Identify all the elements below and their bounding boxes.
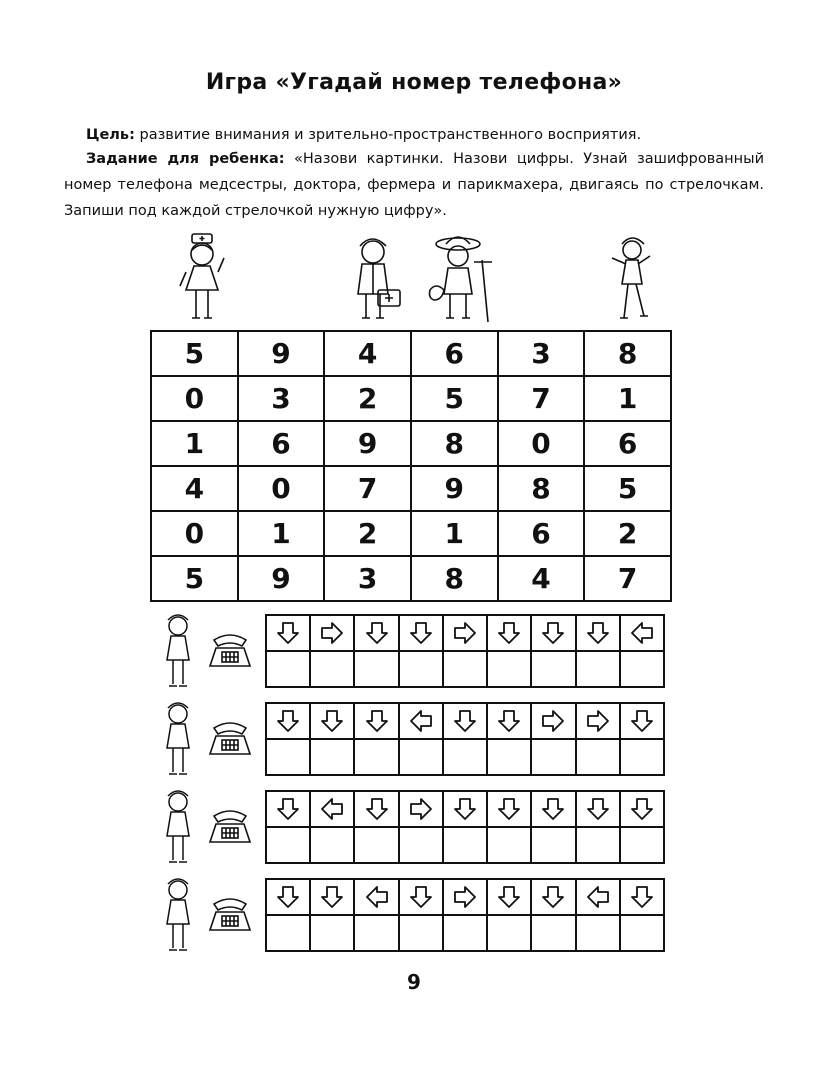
answer-cell[interactable]: [620, 915, 664, 951]
answer-cell[interactable]: [531, 651, 575, 687]
grid-row: [151, 331, 671, 376]
arrow-cell: [443, 615, 487, 651]
arrow-down-icon: [496, 621, 522, 645]
grid-cell: 6: [498, 511, 585, 556]
task-label: Задание для ребенка:: [86, 151, 285, 167]
answer-cell[interactable]: [443, 827, 487, 863]
telephone-icon: [206, 806, 254, 850]
answer-cell[interactable]: [354, 915, 398, 951]
grid-cell: 2: [324, 511, 411, 556]
answer-cell[interactable]: [354, 739, 398, 775]
arrow-cell: [266, 615, 310, 651]
arrow-right-icon: [408, 797, 434, 821]
telephone-icon: [206, 630, 254, 674]
arrow-down-icon: [496, 885, 522, 909]
goal-text: развитие внимания и зрительно-пространственного восприятия.: [139, 127, 642, 143]
arrow-left-icon: [408, 709, 434, 733]
arrow-down-icon: [364, 797, 390, 821]
grid-row: [151, 421, 671, 466]
arrow-down-icon: [319, 709, 345, 733]
arrow-right-icon: [540, 709, 566, 733]
grid-row: [151, 556, 671, 601]
arrow-cell: [620, 791, 664, 827]
grid-cell: 7: [584, 556, 671, 601]
grid-cell: 1: [411, 511, 498, 556]
grid-cell: 2: [324, 376, 411, 421]
answer-row: [266, 915, 664, 951]
arrow-down-icon: [629, 709, 655, 733]
grid-cell: 6: [584, 421, 671, 466]
arrow-cell: [354, 615, 398, 651]
arrow-cell: [487, 879, 531, 915]
arrow-row: [266, 703, 664, 739]
arrow-cell: [487, 791, 531, 827]
arrow-down-icon: [275, 709, 301, 733]
arrow-cell: [531, 791, 575, 827]
arrow-cell: [354, 791, 398, 827]
answer-cell[interactable]: [576, 739, 620, 775]
answer-cell[interactable]: [310, 739, 354, 775]
arrow-right-icon: [452, 885, 478, 909]
arrow-left-icon: [585, 885, 611, 909]
arrow-cell: [620, 615, 664, 651]
answer-cell[interactable]: [531, 915, 575, 951]
grid-cell: 0: [151, 376, 238, 421]
arrow-down-icon: [408, 621, 434, 645]
grid-cell: 7: [498, 376, 585, 421]
arrow-cell: [487, 703, 531, 739]
answer-cell[interactable]: [487, 651, 531, 687]
arrow-down-icon: [629, 885, 655, 909]
grid-cell: 8: [498, 466, 585, 511]
answer-cell[interactable]: [266, 827, 310, 863]
answer-cell[interactable]: [620, 651, 664, 687]
arrow-down-icon: [275, 621, 301, 645]
grid-cell: 5: [151, 556, 238, 601]
arrow-cell: [310, 791, 354, 827]
grid-cell: 0: [238, 466, 325, 511]
grid-cell: 4: [324, 331, 411, 376]
doctor-thumbnail: [156, 698, 200, 778]
arrow-row: [266, 791, 664, 827]
grid-row: [151, 511, 671, 556]
grid-cell: 9: [411, 466, 498, 511]
grid-cell: 3: [238, 376, 325, 421]
arrow-down-icon: [452, 709, 478, 733]
grid-cell: 2: [584, 511, 671, 556]
task-text: «Назови картинки. Назови цифры. Узнай зашифрованный номер телефона медсестры, доктора, фермера и парикмахера, двигаясь по стрелочкам. Запиши под каждой стрелочкой нужную цифру».: [64, 151, 765, 219]
answer-cell[interactable]: [443, 739, 487, 775]
arrow-down-icon: [275, 885, 301, 909]
arrow-down-icon: [408, 885, 434, 909]
arrow-down-icon: [364, 709, 390, 733]
telephone-icon: [206, 894, 254, 938]
arrow-left-icon: [364, 885, 390, 909]
grid-cell: 8: [584, 331, 671, 376]
answer-cell[interactable]: [620, 739, 664, 775]
arrow-cell: [620, 703, 664, 739]
answer-row: [266, 739, 664, 775]
answer-cell[interactable]: [576, 827, 620, 863]
grid-cell: 8: [411, 421, 498, 466]
arrow-row: [266, 879, 664, 915]
grid-cell: 4: [498, 556, 585, 601]
hairdresser-illustration: [604, 232, 660, 324]
arrow-cell: [310, 615, 354, 651]
arrow-cell: [443, 879, 487, 915]
arrow-down-icon: [452, 797, 478, 821]
arrow-left-icon: [629, 621, 655, 645]
grid-cell: 0: [498, 421, 585, 466]
arrow-cell: [266, 879, 310, 915]
answer-cell[interactable]: [399, 827, 443, 863]
doctor-illustration: [342, 232, 408, 324]
answer-cell[interactable]: [399, 915, 443, 951]
arrow-cell: [399, 879, 443, 915]
telephone-icon: [206, 718, 254, 762]
arrow-cell: [443, 791, 487, 827]
arrow-down-icon: [585, 797, 611, 821]
arrow-down-icon: [540, 621, 566, 645]
arrow-down-icon: [629, 797, 655, 821]
arrow-cell: [531, 615, 575, 651]
grid-cell: 9: [238, 556, 325, 601]
phone-code-table: [265, 702, 665, 776]
answer-cell[interactable]: [266, 915, 310, 951]
grid-cell: 8: [411, 556, 498, 601]
answer-cell[interactable]: [531, 827, 575, 863]
arrow-cell: [443, 703, 487, 739]
arrow-cell: [399, 791, 443, 827]
arrow-down-icon: [364, 621, 390, 645]
grid-row: [151, 376, 671, 421]
nurse-illustration: [172, 232, 234, 324]
phone-code-table: [265, 878, 665, 952]
answer-cell[interactable]: [310, 915, 354, 951]
arrow-down-icon: [275, 797, 301, 821]
arrow-cell: [531, 703, 575, 739]
grid-cell: 5: [151, 331, 238, 376]
answer-cell[interactable]: [620, 827, 664, 863]
arrow-row: [266, 615, 664, 651]
grid-cell: 3: [324, 556, 411, 601]
answer-cell[interactable]: [266, 651, 310, 687]
grid-cell: 5: [584, 466, 671, 511]
arrow-cell: [354, 703, 398, 739]
answer-cell[interactable]: [354, 651, 398, 687]
goal-label: Цель:: [86, 127, 135, 143]
grid-cell: 0: [151, 511, 238, 556]
arrow-cell: [399, 703, 443, 739]
arrow-cell: [399, 615, 443, 651]
grid-cell: 6: [411, 331, 498, 376]
arrow-cell: [576, 703, 620, 739]
arrow-cell: [531, 879, 575, 915]
arrow-right-icon: [452, 621, 478, 645]
answer-cell[interactable]: [576, 651, 620, 687]
grid-cell: 9: [324, 421, 411, 466]
nurse-thumbnail: [156, 610, 200, 690]
grid-cell: 7: [324, 466, 411, 511]
arrow-cell: [576, 615, 620, 651]
goal-paragraph: [86, 122, 766, 148]
arrow-down-icon: [496, 797, 522, 821]
arrow-down-icon: [540, 885, 566, 909]
answer-cell[interactable]: [399, 651, 443, 687]
answer-cell[interactable]: [487, 739, 531, 775]
grid-cell: 1: [584, 376, 671, 421]
page-number: 9: [407, 970, 421, 994]
task-paragraph: [64, 146, 764, 224]
answer-cell[interactable]: [310, 827, 354, 863]
arrow-cell: [354, 879, 398, 915]
answer-cell[interactable]: [531, 739, 575, 775]
arrow-down-icon: [496, 709, 522, 733]
grid-cell: 1: [238, 511, 325, 556]
arrow-down-icon: [540, 797, 566, 821]
answer-row: [266, 651, 664, 687]
arrow-cell: [487, 615, 531, 651]
answer-row: [266, 827, 664, 863]
farmer-illustration: [424, 232, 500, 324]
arrow-left-icon: [319, 797, 345, 821]
answer-cell[interactable]: [443, 915, 487, 951]
answer-cell[interactable]: [576, 915, 620, 951]
answer-cell[interactable]: [399, 739, 443, 775]
answer-cell[interactable]: [310, 651, 354, 687]
phone-code-table: [265, 614, 665, 688]
arrow-cell: [310, 703, 354, 739]
arrow-cell: [266, 703, 310, 739]
phone-code-table: [265, 790, 665, 864]
answer-cell[interactable]: [487, 827, 531, 863]
answer-cell[interactable]: [354, 827, 398, 863]
arrow-right-icon: [585, 709, 611, 733]
grid-row: [151, 466, 671, 511]
grid-cell: 4: [151, 466, 238, 511]
farmer-thumbnail: [156, 786, 200, 866]
number-grid: [150, 330, 672, 602]
arrow-cell: [576, 791, 620, 827]
answer-cell[interactable]: [266, 739, 310, 775]
grid-cell: 5: [411, 376, 498, 421]
page-title: Игра «Угадай номер телефона»: [205, 70, 623, 95]
arrow-cell: [266, 791, 310, 827]
grid-cell: 1: [151, 421, 238, 466]
arrow-cell: [310, 879, 354, 915]
arrow-right-icon: [319, 621, 345, 645]
grid-cell: 6: [238, 421, 325, 466]
answer-cell[interactable]: [443, 651, 487, 687]
hairdresser-thumbnail: [156, 874, 200, 954]
arrow-cell: [576, 879, 620, 915]
arrow-cell: [620, 879, 664, 915]
grid-cell: 9: [238, 331, 325, 376]
answer-cell[interactable]: [487, 915, 531, 951]
arrow-down-icon: [585, 621, 611, 645]
arrow-down-icon: [319, 885, 345, 909]
grid-cell: 3: [498, 331, 585, 376]
